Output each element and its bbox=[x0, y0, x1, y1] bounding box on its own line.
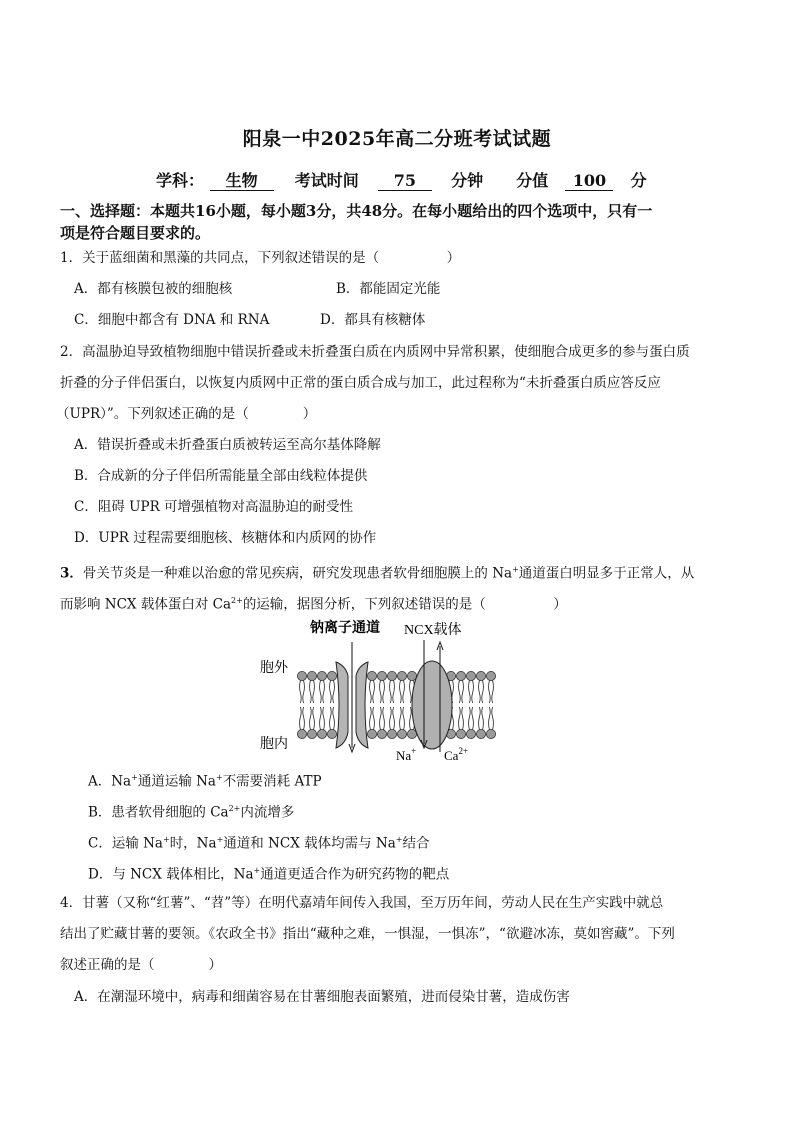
sodium-channel-left-subunit bbox=[336, 662, 348, 748]
q2-stem-line2: 折叠的分子伴侣蛋白，以恢复内质网中正常的蛋白质合成与加工，此过程称为“未折叠蛋白质应答反应 bbox=[60, 375, 661, 391]
q3-option-b: B．患者软骨细胞的 $Ca^{2+}$内流增多 bbox=[88, 804, 295, 821]
q3-option-d: D．与 NCX 载体相比，Na+通道更适合作为研究药物的靶点 bbox=[88, 866, 450, 883]
label-sodium-channel: 钠离子通道 bbox=[310, 621, 380, 636]
membrane-diagram bbox=[256, 616, 516, 766]
q3-stem-line2: 而影响 NCX 载体蛋白对 $Ca^{2+}$的运输，据图分析，下列叙述错误的是（ ） bbox=[60, 596, 567, 613]
q2-option-b: B．合成新的分子伴侣所需能量全部由线粒体提供 bbox=[74, 468, 368, 484]
lipid-bilayer-top bbox=[297, 671, 495, 703]
exam-title: 阳泉一中2025年高二分班考试试题 bbox=[242, 128, 552, 150]
q1-option-d: D．都具有核糖体 bbox=[320, 312, 426, 328]
time-value: 75 bbox=[378, 171, 432, 191]
label-intracellular: 胞内 bbox=[260, 737, 288, 752]
q2-stem-line1: 2．高温胁迫导致植物细胞中错误折叠或未折叠蛋白质在内质网中异常积累，使细胞合成更多的参与蛋白质 bbox=[60, 344, 690, 360]
q2-option-c: C．阻碍 UPR 可增强植物对高温胁迫的耐受性 bbox=[74, 499, 354, 515]
membrane-figure bbox=[256, 616, 516, 770]
section-heading-line1: 一、选择题：本题共16小题，每小题3分，共48分。在每小题给出的四个选项中，只有一 bbox=[60, 202, 653, 220]
q2-option-a: A．错误折叠或未折叠蛋白质被转运至高尔基体降解 bbox=[74, 437, 381, 453]
q4-option-a: A．在潮湿环境中，病毒和细菌容易在甘薯细胞表面繁殖，进而侵染甘薯，造成伤害 bbox=[74, 989, 570, 1005]
exam-info-line bbox=[156, 168, 647, 191]
label-ncx-carrier: NCX载体 bbox=[404, 623, 462, 638]
q4-stem-line2: 结出了贮藏甘薯的要领。《农政全书》指出“藏种之难，一惧湿，一惧冻”，“欲避冰冻，莫如窖藏”。下列 bbox=[60, 926, 675, 942]
ncx-carrier-protein bbox=[412, 661, 452, 749]
q2-stem-line3: （UPR）”。下列叙述正确的是（ ） bbox=[56, 406, 317, 422]
q3-number: 3． bbox=[60, 565, 83, 582]
score-value: 100 bbox=[565, 171, 613, 191]
q1-option-a: A．都有核膜包被的细胞核 bbox=[74, 281, 233, 297]
q2-option-d: D．UPR 过程需要细胞核、核糖体和内质网的协作 bbox=[74, 530, 377, 546]
subject-label: 学科： bbox=[156, 171, 205, 190]
q4-stem-line1: 4．甘薯（又称“红薯”、“苕”等）在明代嘉靖年间传入我国，至万历年间，劳动人民在生产实践中就总 bbox=[60, 895, 664, 911]
score-unit: 分 bbox=[630, 171, 647, 190]
q3-option-a: A．Na+通道运输 Na+不需要消耗 ATP bbox=[88, 773, 322, 790]
time-unit: 分钟 bbox=[451, 171, 484, 190]
label-ca-ion: $Ca^{2+}$ bbox=[444, 746, 469, 763]
q1-stem: 1．关于蓝细菌和黑藻的共同点，下列叙述错误的是（ ） bbox=[60, 250, 461, 266]
section-heading bbox=[60, 200, 740, 244]
lipid-bilayer-bottom bbox=[297, 707, 495, 739]
q3-stem-line1: 3．骨关节炎是一种难以治愈的常见疾病，研究发现患者软骨细胞膜上的 Na+通道蛋白明显多于正常人，从 bbox=[60, 565, 695, 582]
subject-value: 生物 bbox=[210, 171, 274, 191]
label-extracellular: 胞外 bbox=[260, 661, 288, 676]
time-label: 考试时间 bbox=[294, 171, 359, 190]
sodium-channel-right-subunit bbox=[356, 662, 368, 748]
q1-option-b: B．都能固定光能 bbox=[336, 281, 441, 297]
q4-stem-line3: 叙述正确的是（ ） bbox=[60, 957, 222, 973]
q1-option-c: C．细胞中都含有 DNA 和 RNA bbox=[74, 312, 270, 328]
label-na-ion: Na+ bbox=[396, 746, 417, 763]
score-label: 分值 bbox=[516, 171, 549, 190]
q3-option-c: C．运输 Na+时，Na+通道和 NCX 载体均需与 Na+结合 bbox=[88, 835, 430, 852]
section-heading-line2: 项是符合题目要求的。 bbox=[60, 224, 211, 242]
